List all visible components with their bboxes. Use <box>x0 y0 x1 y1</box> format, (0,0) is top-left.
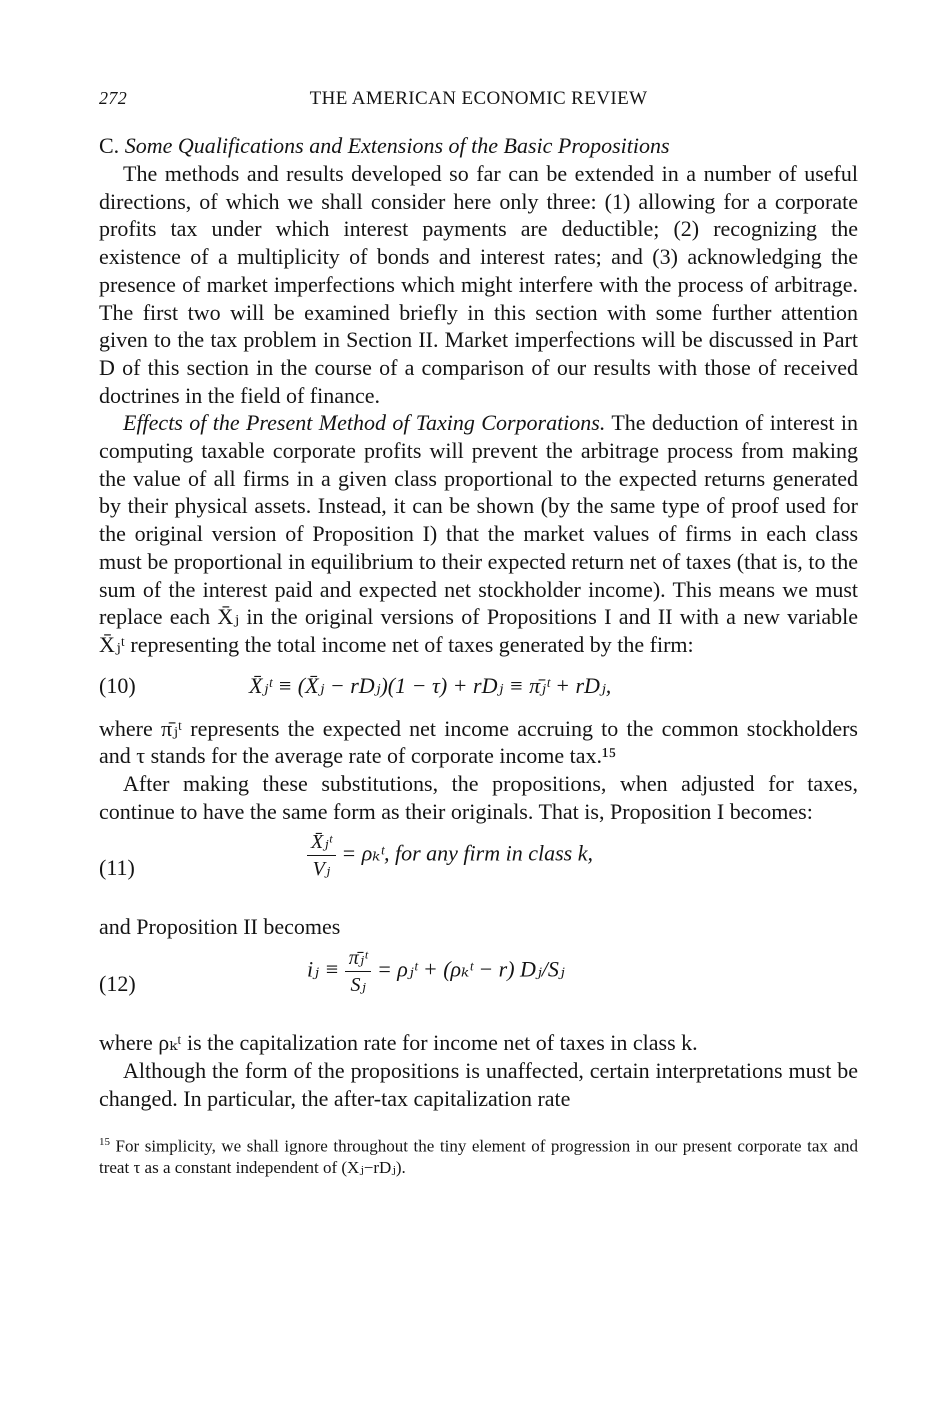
paragraph-taxation <box>99 409 858 658</box>
paragraph-where-pi: where π̄ⱼᵗ represents the expected net income accruing to the common stockholders and τ stands for the average rate of corporate income tax.¹⁵ <box>99 715 858 769</box>
section-title: Some Qualifications and Extensions of the Basic Propositions <box>124 133 670 158</box>
paragraph-prop2: and Proposition II becomes <box>99 914 341 940</box>
equation-expression <box>307 829 593 882</box>
fraction <box>307 829 336 882</box>
footnote-mark: 15 <box>99 1136 110 1149</box>
paragraph-substitutions: After making these substitutions, the propositions, when adjusted for taxes, continue to have the same form as their originals. That is, Proposition I becomes: <box>99 771 858 824</box>
numerator: X̄ⱼᵗ <box>307 829 336 856</box>
equation-rest: = ρⱼᵗ + (ρₖᵗ − r) Dⱼ/Sⱼ <box>376 956 565 982</box>
equation-rest: = ρₖᵗ, for any firm in class k, <box>341 841 593 867</box>
equation-10 <box>99 659 858 715</box>
equation-number: (10) <box>99 672 136 698</box>
equation-number: (11) <box>99 855 135 881</box>
numerator: π̄ⱼᵗ <box>345 945 372 972</box>
denominator: Vⱼ <box>312 858 331 881</box>
fraction <box>345 945 372 998</box>
journal-title: THE AMERICAN ECONOMIC REVIEW <box>309 88 648 109</box>
equation-number: (12) <box>99 971 136 997</box>
page <box>99 82 858 1178</box>
paragraph-intro: The methods and results developed so far can be extended in a number of useful directions, of which we shall consider here only three: (1) allowing for a corporate profits tax under which interest payments are deductible; (2) recognizing the existence of a multiplicity of bonds and interest rates; and (3) acknowledging the presence of market imperfections which might interfere with the process of arbitrage. The first two will be examined briefly in this section with some further attention given to the tax problem in Section II. Market imperfections will be discussed in Part D of this section in the course of a comparison of our results with those of received doctrines in the field of finance. <box>99 161 858 408</box>
footnote-text: For simplicity, we shall ignore throughout the tiny element of progression in our present corporate tax and treat τ as a constant independent of (Xⱼ−rDⱼ). <box>99 1136 858 1177</box>
runin-heading: Effects of the Present Method of Taxing Corporations. <box>123 410 606 436</box>
section-letter: C. <box>99 133 120 158</box>
equation-expression <box>307 945 565 998</box>
paragraph-interpretations: Although the form of the propositions is unaffected, certain interpretations must be changed. In particular, the after-tax capitalization rate <box>99 1057 858 1111</box>
equation-11 <box>99 825 858 913</box>
paragraph-where-rho: where ρₖᵗ is the capitalization rate for income net of taxes in class k. <box>99 1030 698 1056</box>
section-heading <box>99 132 858 160</box>
paragraph-taxation-text: The deduction of interest in computing taxable corporate profits will prevent the arbitrage process from making the value of all firms in a given class proportional to the expected returns generated by their physical assets. Instead, it can be shown (by the same type of proof used for the original version of Proposition I) that the market values of firms in each class must be proportional in equilibrium to their expected return net of taxes (that is, to the sum of the interest paid and expected net stockholder income). This means we must replace each X̄ⱼ in the original versions of Propositions I and II with a new variable X̄ⱼᵗ representing the total income net of taxes generated by the firm: <box>99 410 858 657</box>
equation-lhs: iⱼ ≡ <box>307 956 340 982</box>
equation-expression: X̄ⱼᵗ ≡ (X̄ⱼ − rDⱼ)(1 − τ) + rDⱼ ≡ π̄ⱼᵗ + rDⱼ, <box>249 672 612 698</box>
denominator: Sⱼ <box>350 974 366 997</box>
running-header <box>99 82 858 116</box>
page-number: 272 <box>99 88 128 108</box>
equation-12 <box>99 941 858 1029</box>
footnote <box>99 1132 858 1178</box>
